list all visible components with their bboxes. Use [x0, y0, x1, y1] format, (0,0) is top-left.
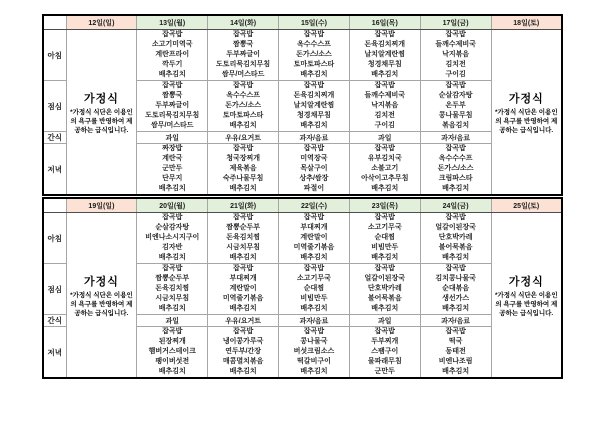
menu-item: 잡곡밥 — [303, 145, 325, 152]
menu-item: 배추김치 — [229, 254, 257, 261]
home-meal-title: 가정식 — [508, 92, 544, 105]
menu-item: 잡곡밥 — [445, 82, 466, 89]
date-header: 16일(목) — [349, 15, 420, 30]
date-header: 22일(수) — [279, 198, 350, 213]
menu-cell — [349, 264, 420, 315]
menu-item: 김치전 — [374, 112, 395, 119]
menu-item: 김치전 — [445, 61, 466, 68]
home-meal-note: *가정식 식단은 이용인의 욕구를 반영하여 제공하는 급식입니다. — [70, 108, 133, 134]
menu-item: 잡곡밥 — [445, 145, 466, 152]
menu-item: 잡곡밥 — [374, 328, 395, 335]
snack-cell: 과자/음료 — [279, 132, 350, 144]
menu-item: 옥수수스프 — [226, 92, 261, 99]
menu-item: 배추김치 — [442, 185, 470, 192]
menu-item: 김치콩나물국 — [435, 275, 476, 282]
menu-cell — [349, 327, 420, 379]
menu-item: 단무지 — [162, 175, 183, 182]
menu-item: 잡곡밥 — [232, 214, 254, 221]
menu-item: 스팸구이 — [371, 348, 399, 355]
home-meal-note: *가정식 식단은 이용인의 욕구를 반영하여 제공하는 급식입니다. — [70, 291, 133, 317]
menu-item: 구이김 — [374, 122, 395, 129]
menu-item: 순대찜 — [303, 285, 325, 292]
meal-plan-table-week2 — [42, 197, 563, 379]
date-header-sun: 12일(일) — [66, 15, 137, 30]
menu-item: 배추김치 — [300, 305, 328, 312]
menu-item: 계란말이 — [300, 234, 328, 241]
date-header: 24일(금) — [420, 198, 491, 213]
menu-item: 팽이버섯전 — [155, 358, 190, 365]
menu-item: 배추김치 — [442, 368, 470, 375]
menu-item: 미역줄기볶음 — [293, 244, 335, 251]
menu-item: 날치알계란찜 — [364, 51, 406, 58]
menu-item: 계란국 — [162, 155, 183, 162]
menu-item: 잡곡밥 — [162, 265, 183, 272]
menu-item: 잡곡밥 — [162, 328, 183, 335]
menu-item: 파절이 — [303, 185, 325, 192]
menu-item: 배추김치 — [371, 305, 399, 312]
date-header-row — [43, 198, 562, 213]
menu-cell — [349, 213, 420, 264]
menu-item: 잡곡밥 — [162, 31, 183, 38]
menu-item: 순살감자탕 — [155, 224, 190, 231]
menu-item: 순대찜 — [374, 234, 395, 241]
snack-cell: 과자/음료 — [279, 315, 350, 327]
corner-cell — [43, 198, 66, 213]
menu-item: 쌈무/머스타드 — [151, 122, 194, 129]
menu-cell — [279, 264, 350, 315]
menu-item: 짬뽕순두부 — [155, 275, 190, 282]
menu-item: 돈육김치찜 — [155, 285, 190, 292]
home-meal-cell-saturday — [491, 30, 562, 196]
menu-item: 동태전 — [445, 348, 466, 355]
menu-item: 콩나물무침 — [438, 112, 473, 119]
menu-cell — [420, 30, 491, 81]
menu-item: 소불고기 — [371, 165, 399, 172]
menu-item: 단호박카레 — [438, 234, 473, 241]
menu-item: 짬뽕국 — [232, 41, 254, 48]
menu-item: 매콤멸치볶음 — [222, 358, 264, 365]
menu-item: 잡곡밥 — [445, 31, 466, 38]
snack-cell: 과일 — [137, 315, 208, 327]
menu-item: 두부짜글이 — [226, 51, 261, 58]
date-header: 14일(화) — [208, 15, 279, 30]
menu-item: 배추김치 — [229, 122, 257, 129]
menu-item: 콩나물국 — [300, 338, 328, 345]
menu-item: 버섯크림소스 — [293, 348, 335, 355]
menu-cell — [208, 264, 279, 315]
date-header: 20일(월) — [137, 198, 208, 213]
menu-item: 토마토파스타 — [222, 112, 264, 119]
row-label-dinner: 저녁 — [43, 327, 66, 379]
menu-cell — [208, 213, 279, 264]
snack-cell: 과자/음료 — [420, 315, 491, 327]
menu-item: 얼갈이된장국 — [364, 275, 406, 282]
menu-item: 구이김 — [445, 71, 466, 78]
menu-item: 잡곡밥 — [232, 31, 254, 38]
menu-item: 잡곡밥 — [445, 265, 466, 272]
date-header-sun: 19일(일) — [66, 198, 137, 213]
menu-item: 상추/쌈장 — [299, 175, 329, 182]
menu-item: 청국장찌개 — [226, 155, 261, 162]
date-header: 17일(금) — [420, 15, 491, 30]
menu-item: 잡곡밥 — [374, 214, 395, 221]
menu-item: 잡곡밥 — [232, 145, 254, 152]
home-meal-title: 가정식 — [83, 275, 119, 288]
menu-item: 돈가스/소스 — [225, 102, 261, 109]
menu-cell — [349, 30, 420, 81]
menu-item: 잡곡밥 — [445, 328, 466, 335]
menu-cell — [208, 30, 279, 81]
menu-cell — [137, 81, 208, 132]
row-label-snack: 간식 — [43, 132, 66, 144]
menu-item: 비빔만두 — [300, 295, 328, 302]
menu-cell — [137, 213, 208, 264]
menu-item: 쌈무/머스타드 — [221, 71, 265, 78]
row-label-lunch: 점심 — [43, 81, 66, 132]
snack-cell: 과일 — [137, 132, 208, 144]
menu-item: 옥수수스프 — [297, 41, 331, 48]
menu-item: 짬뽕순두부 — [226, 224, 261, 231]
menu-item: 시금치무침 — [155, 295, 190, 302]
home-meal-cell-sunday — [66, 30, 137, 196]
menu-item: 순살감자탕 — [438, 92, 473, 99]
menu-item: 짜장밥 — [162, 145, 183, 152]
menu-item: 잡곡밥 — [374, 31, 395, 38]
row-label-dinner: 저녁 — [43, 144, 66, 196]
menu-item: 배추김치 — [229, 368, 257, 375]
menu-item: 잡곡밥 — [303, 328, 325, 335]
snack-cell: 우유/요거트 — [208, 315, 279, 327]
home-meal-cell-saturday — [491, 213, 562, 379]
snack-cell: 과일 — [349, 132, 420, 144]
menu-item: 짬뽕국 — [162, 92, 183, 99]
menu-item: 배추김치 — [229, 185, 257, 192]
menu-item: 배추김치 — [158, 71, 186, 78]
date-header-sat: 25일(토) — [491, 198, 562, 213]
row-label-breakfast: 아침 — [43, 213, 66, 264]
menu-item: 배추김치 — [229, 305, 257, 312]
menu-item: 배추김치 — [442, 254, 470, 261]
menu-item: 제육볶음 — [229, 165, 257, 172]
row-label-breakfast: 아침 — [43, 30, 66, 81]
menu-item: 비엔나조림 — [438, 358, 473, 365]
menu-item: 잡곡밥 — [374, 145, 395, 152]
menu-item: 순대볶음 — [442, 285, 470, 292]
menu-item: 잡곡밥 — [162, 214, 183, 221]
menu-cell — [137, 30, 208, 81]
menu-item: 미역장국 — [300, 155, 328, 162]
menu-cell — [279, 213, 350, 264]
menu-item: 단호박카레 — [367, 285, 402, 292]
menu-item: 미역줄기볶음 — [222, 295, 264, 302]
menu-item: 소고기미역국 — [151, 41, 193, 48]
menu-item: 배추김치 — [158, 305, 186, 312]
menu-item: 배추김치 — [158, 368, 186, 375]
breakfast-row — [43, 30, 562, 81]
menu-cell — [208, 144, 279, 196]
menu-item: 잡곡밥 — [303, 31, 325, 38]
menu-item: 군만두 — [374, 368, 395, 375]
row-label-lunch: 점심 — [43, 264, 66, 315]
menu-cell — [137, 144, 208, 196]
menu-item: 들깨수제비국 — [435, 41, 476, 48]
menu-item: 소고기무국 — [367, 224, 402, 231]
meal-plan-sheet — [42, 14, 563, 379]
menu-cell — [420, 144, 491, 196]
menu-item: 배추김치 — [158, 185, 186, 192]
menu-item: 토마토파스타 — [293, 61, 335, 68]
corner-cell — [43, 15, 66, 30]
menu-cell — [208, 327, 279, 379]
menu-item: 비엔나소시지구이 — [145, 234, 200, 241]
menu-item: 배추김치 — [300, 254, 328, 261]
menu-cell — [420, 81, 491, 132]
menu-cell — [208, 81, 279, 132]
menu-item: 청경채무침 — [367, 61, 402, 68]
menu-item: 배추김치 — [300, 368, 328, 375]
menu-item: 잡곡밥 — [374, 82, 395, 89]
menu-item: 잡곡밥 — [445, 214, 466, 221]
menu-item: 크림파스타 — [438, 175, 473, 182]
menu-item: 비빔만두 — [371, 244, 399, 251]
menu-item: 숙주나물무침 — [222, 175, 264, 182]
menu-item: 잡곡밥 — [303, 265, 325, 272]
menu-cell — [349, 144, 420, 196]
menu-item: 된장찌개 — [158, 338, 186, 345]
home-meal-note: *가정식 식단은 이용인의 욕구를 반영하여 제공하는 급식입니다. — [494, 291, 558, 317]
menu-item: 햄버거스테이크 — [148, 348, 196, 355]
menu-item: 돈육김치찜 — [226, 234, 261, 241]
menu-item: 두부찌개 — [371, 338, 399, 345]
home-meal-note: *가정식 식단은 이용인의 욕구를 반영하여 제공하는 급식입니다. — [494, 108, 558, 134]
date-header-row — [43, 15, 562, 30]
menu-cell — [420, 264, 491, 315]
menu-item: 잡곡밥 — [232, 82, 254, 89]
menu-item: 계란말이 — [229, 285, 257, 292]
menu-item: 돈가스/소스 — [296, 51, 332, 58]
date-header: 15일(수) — [279, 15, 350, 30]
menu-item: 배추김치 — [371, 254, 399, 261]
menu-item: 아삭이고추무침 — [361, 175, 409, 182]
date-header: 21일(화) — [208, 198, 279, 213]
menu-item: 부대찌개 — [229, 275, 257, 282]
menu-item: 잡곡밥 — [162, 82, 183, 89]
menu-cell — [279, 81, 350, 132]
menu-item: 유부김치국 — [367, 155, 402, 162]
menu-item: 연두부/간장 — [225, 348, 261, 355]
menu-item: 생선가스 — [442, 295, 470, 302]
menu-item: 배추김치 — [371, 71, 399, 78]
menu-cell — [137, 264, 208, 315]
menu-item: 돈가스/소스 — [437, 165, 474, 172]
menu-item: 잡곡밥 — [303, 82, 325, 89]
menu-cell — [279, 327, 350, 379]
menu-cell — [349, 81, 420, 132]
home-meal-cell-sunday — [66, 213, 137, 379]
menu-item: 배추김치 — [371, 185, 399, 192]
meal-plan-table-week1 — [42, 14, 563, 196]
menu-item: 물파래무침 — [367, 358, 402, 365]
menu-item: 날치알계란찜 — [293, 102, 335, 109]
menu-item: 들깨수제비국 — [364, 92, 406, 99]
snack-cell: 과일 — [349, 315, 420, 327]
menu-item: 얼갈이된장국 — [435, 224, 476, 231]
menu-item: 두부짜글이 — [155, 102, 190, 109]
menu-item: 잡곡밥 — [232, 265, 254, 272]
menu-item: 불어묵볶음 — [367, 295, 402, 302]
menu-cell — [279, 144, 350, 196]
menu-cell — [420, 327, 491, 379]
menu-item: 낙지볶음 — [371, 102, 399, 109]
menu-item: 볶음김치 — [442, 122, 470, 129]
menu-item: 배추김치 — [300, 122, 328, 129]
menu-item: 돈육김치찌개 — [364, 41, 406, 48]
breakfast-row — [43, 213, 562, 264]
menu-item: 도토리묵김치무침 — [145, 112, 200, 119]
menu-item: 부대찌개 — [300, 224, 328, 231]
menu-item: 낙지볶음 — [442, 51, 470, 58]
menu-item: 불어묵볶음 — [438, 244, 473, 251]
snack-cell: 과자/음료 — [420, 132, 491, 144]
menu-item: 떡국 — [448, 338, 463, 345]
menu-item: 소고기무국 — [297, 275, 331, 282]
menu-item: 군만두 — [162, 165, 183, 172]
menu-item: 잡곡밥 — [303, 214, 325, 221]
menu-cell — [279, 30, 350, 81]
menu-cell — [420, 213, 491, 264]
menu-item: 배추김치 — [442, 305, 470, 312]
date-header: 23일(목) — [349, 198, 420, 213]
menu-item: 김자반 — [162, 244, 183, 251]
menu-item: 목살구이 — [300, 165, 328, 172]
menu-item: 청경채무침 — [297, 112, 331, 119]
menu-item: 배추김치 — [300, 71, 328, 78]
menu-item: 도토리묵김치무침 — [216, 61, 271, 68]
menu-item: 돈육김치찌개 — [293, 92, 335, 99]
menu-item: 옥수수수프 — [438, 155, 473, 162]
date-header: 13일(월) — [137, 15, 208, 30]
date-header-sat: 18일(토) — [491, 15, 562, 30]
menu-item: 떡갈비구이 — [297, 358, 331, 365]
row-label-snack: 간식 — [43, 315, 66, 327]
menu-item: 온두부 — [445, 102, 466, 109]
menu-item: 냉이콩가루국 — [222, 338, 264, 345]
menu-item: 잡곡밥 — [374, 265, 395, 272]
menu-item: 계란프라이 — [155, 51, 190, 58]
menu-item: 배추김치 — [158, 254, 186, 261]
snack-cell: 우유/요거트 — [208, 132, 279, 144]
menu-item: 깍두기 — [162, 61, 183, 68]
menu-item: 잡곡밥 — [232, 328, 254, 335]
home-meal-title: 가정식 — [83, 92, 119, 105]
menu-cell — [137, 327, 208, 379]
menu-item: 시금치무침 — [226, 244, 261, 251]
home-meal-title: 가정식 — [508, 275, 544, 288]
